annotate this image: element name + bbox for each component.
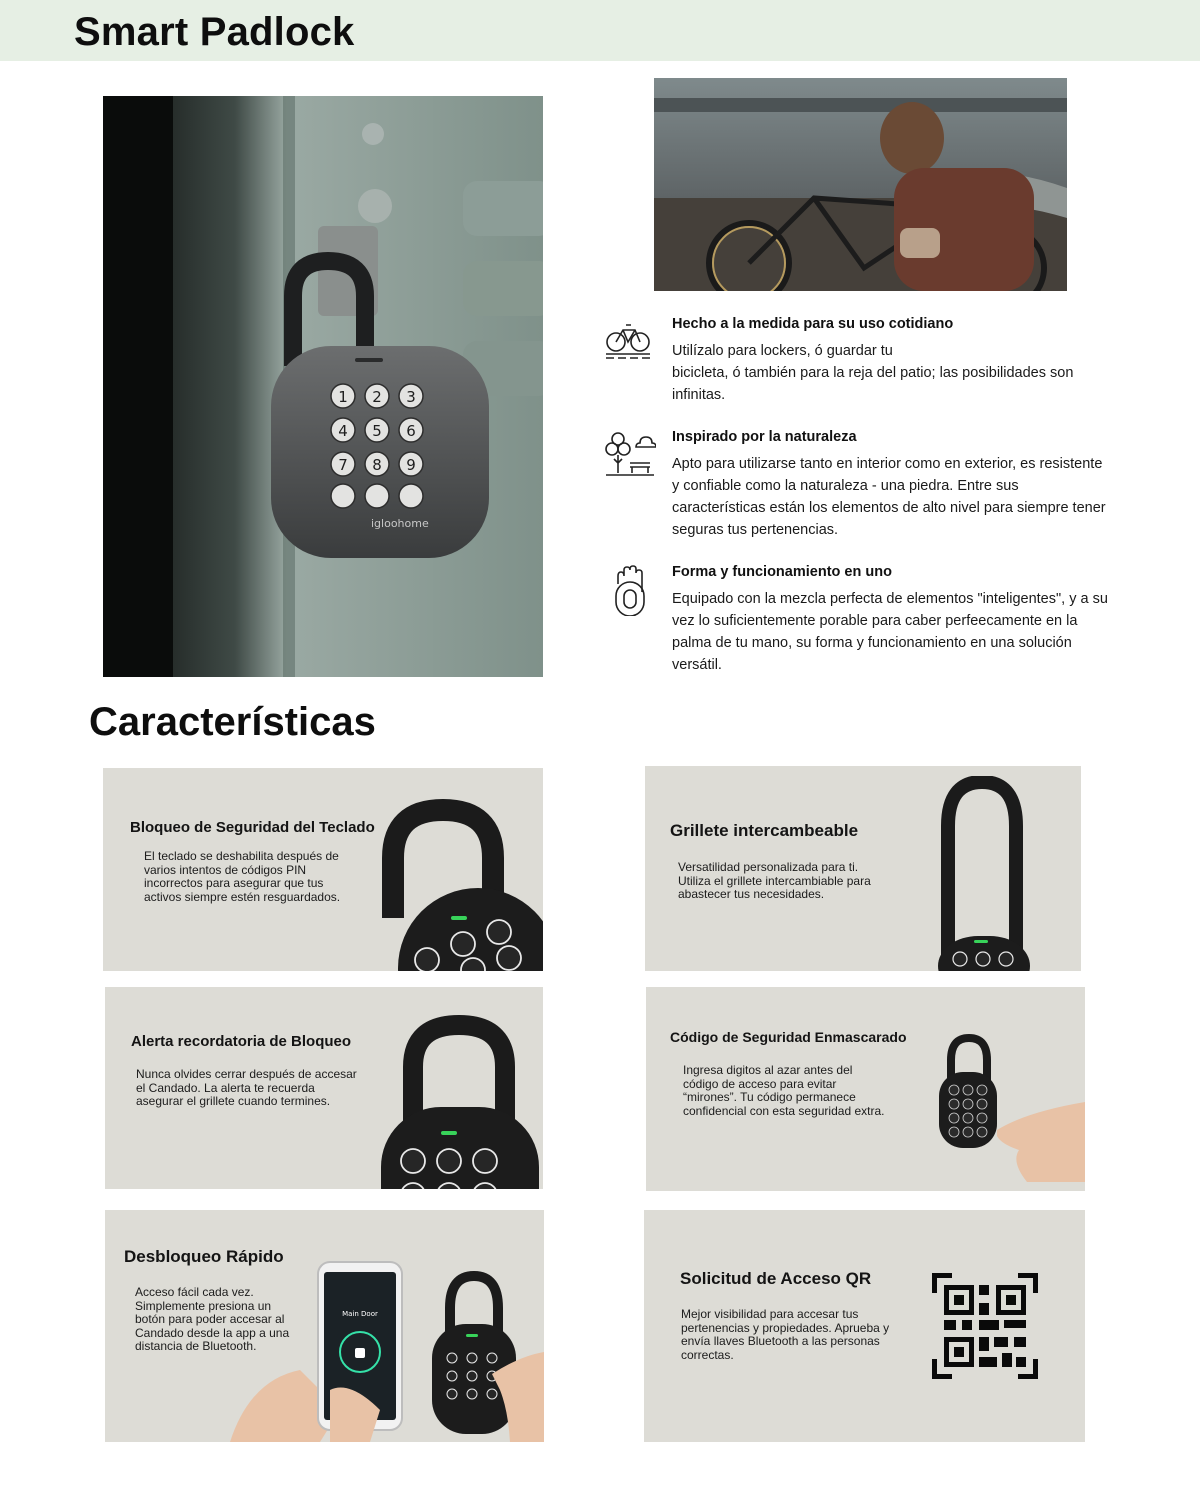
svg-text:4: 4	[338, 422, 348, 440]
qr-code-icon	[932, 1273, 1038, 1379]
svg-text:5: 5	[372, 422, 382, 440]
card-masked-code	[646, 987, 1085, 1191]
padlock-finger-image	[931, 1032, 1085, 1182]
card-title: Desbloqueo Rápido	[124, 1247, 284, 1266]
card-qr-access	[644, 1210, 1085, 1442]
card-lock-reminder	[105, 987, 543, 1189]
card-title: Código de Seguridad Enmascarado	[670, 1029, 907, 1045]
phone-app-unlock-image	[230, 1260, 420, 1442]
svg-text:2: 2	[372, 388, 382, 406]
svg-text:igloohome: igloohome	[371, 517, 429, 530]
feature-title: Inspirado por la naturaleza	[672, 429, 857, 445]
svg-text:3: 3	[406, 388, 416, 406]
svg-text:6: 6	[406, 422, 416, 440]
hand-padlock-icon	[604, 564, 656, 616]
card-body: Ingresa digitos al azar antes del código de acceso para evitar “mirones”. Tu código permanece confidencial con esta seguridad extra.	[683, 1063, 885, 1118]
card-body: El teclado se deshabilita después de varios intentos de códigos PIN incorrectos para asegurar que tus activos siempre estén resguardados.	[144, 849, 341, 904]
page-title: Smart Padlock	[74, 10, 355, 54]
card-body: Mejor visibilidad para accesar tus pertenencias y propiedades. Aprueba y envía llaves Bluetooth a las personas correctas.	[681, 1307, 890, 1362]
feature-title: Forma y funcionamiento en uno	[672, 564, 892, 580]
feature-nature	[604, 429, 1124, 544]
feature-everyday-use	[604, 316, 1124, 406]
card-title: Bloqueo de Seguridad del Teclado	[130, 819, 375, 836]
card-body: Nunca olvides cerrar después de accesar el Candado. La alerta te recuerda asegurar el grillete cuando termines.	[136, 1067, 357, 1108]
section-title: Características	[89, 700, 376, 744]
cyclist-padlock-photo	[654, 78, 1067, 291]
svg-text:9: 9	[406, 456, 416, 474]
padlock-keypad-image	[373, 798, 543, 971]
feature-body: Equipado con la mezcla perfecta de elementos "inteligentes", y a su vez lo suficientemente porable para caber perfeecamente en la palma de tu mano, su forma y funcionamiento en una solución versátil.	[672, 591, 1108, 673]
padlock-keypad-image	[430, 1270, 544, 1442]
card-interchangeable-shackle	[645, 766, 1081, 971]
feature-title: Hecho a la medida para su uso cotidiano	[672, 316, 954, 332]
feature-body: Apto para utilizarse tanto en interior como en exterior, es resistente y confiable como la naturaleza - una piedra. Entre sus características están los elementos de alto nivel para siempre tener seguras tus pertenencias.	[672, 456, 1106, 538]
card-quick-unlock	[105, 1210, 544, 1442]
padlock-keypad-image	[375, 1007, 543, 1189]
locker-padlock-photo	[103, 96, 543, 677]
phone-app-header: Main Door	[342, 1310, 378, 1318]
svg-text:8: 8	[372, 456, 382, 474]
card-body: Acceso fácil cada vez. Simplemente presiona un botón para poder accesar al Candado desde la app a una distancia de Bluetooth.	[135, 1285, 290, 1353]
feature-body: Utilízalo para lockers, ó guardar tu bicicleta, ó también para la reja del patio; las posibilidades son infinitas.	[672, 343, 1074, 403]
svg-text:1: 1	[338, 388, 348, 406]
card-title: Solicitud de Acceso QR	[680, 1269, 872, 1288]
nature-tree-bench-icon	[604, 429, 656, 481]
long-shackle-padlock-image	[930, 776, 1050, 971]
svg-text:7: 7	[338, 456, 348, 474]
card-body: Versatilidad personalizada para ti. Utiliza el grillete intercambiable para abastecer tus necesidades.	[678, 860, 871, 901]
card-title: Alerta recordatoria de Bloqueo	[131, 1033, 352, 1050]
card-title: Grillete intercambeable	[670, 821, 859, 840]
feature-form-function	[604, 564, 1124, 679]
bicycle-icon	[604, 316, 656, 368]
card-keypad-lockout	[103, 768, 543, 971]
